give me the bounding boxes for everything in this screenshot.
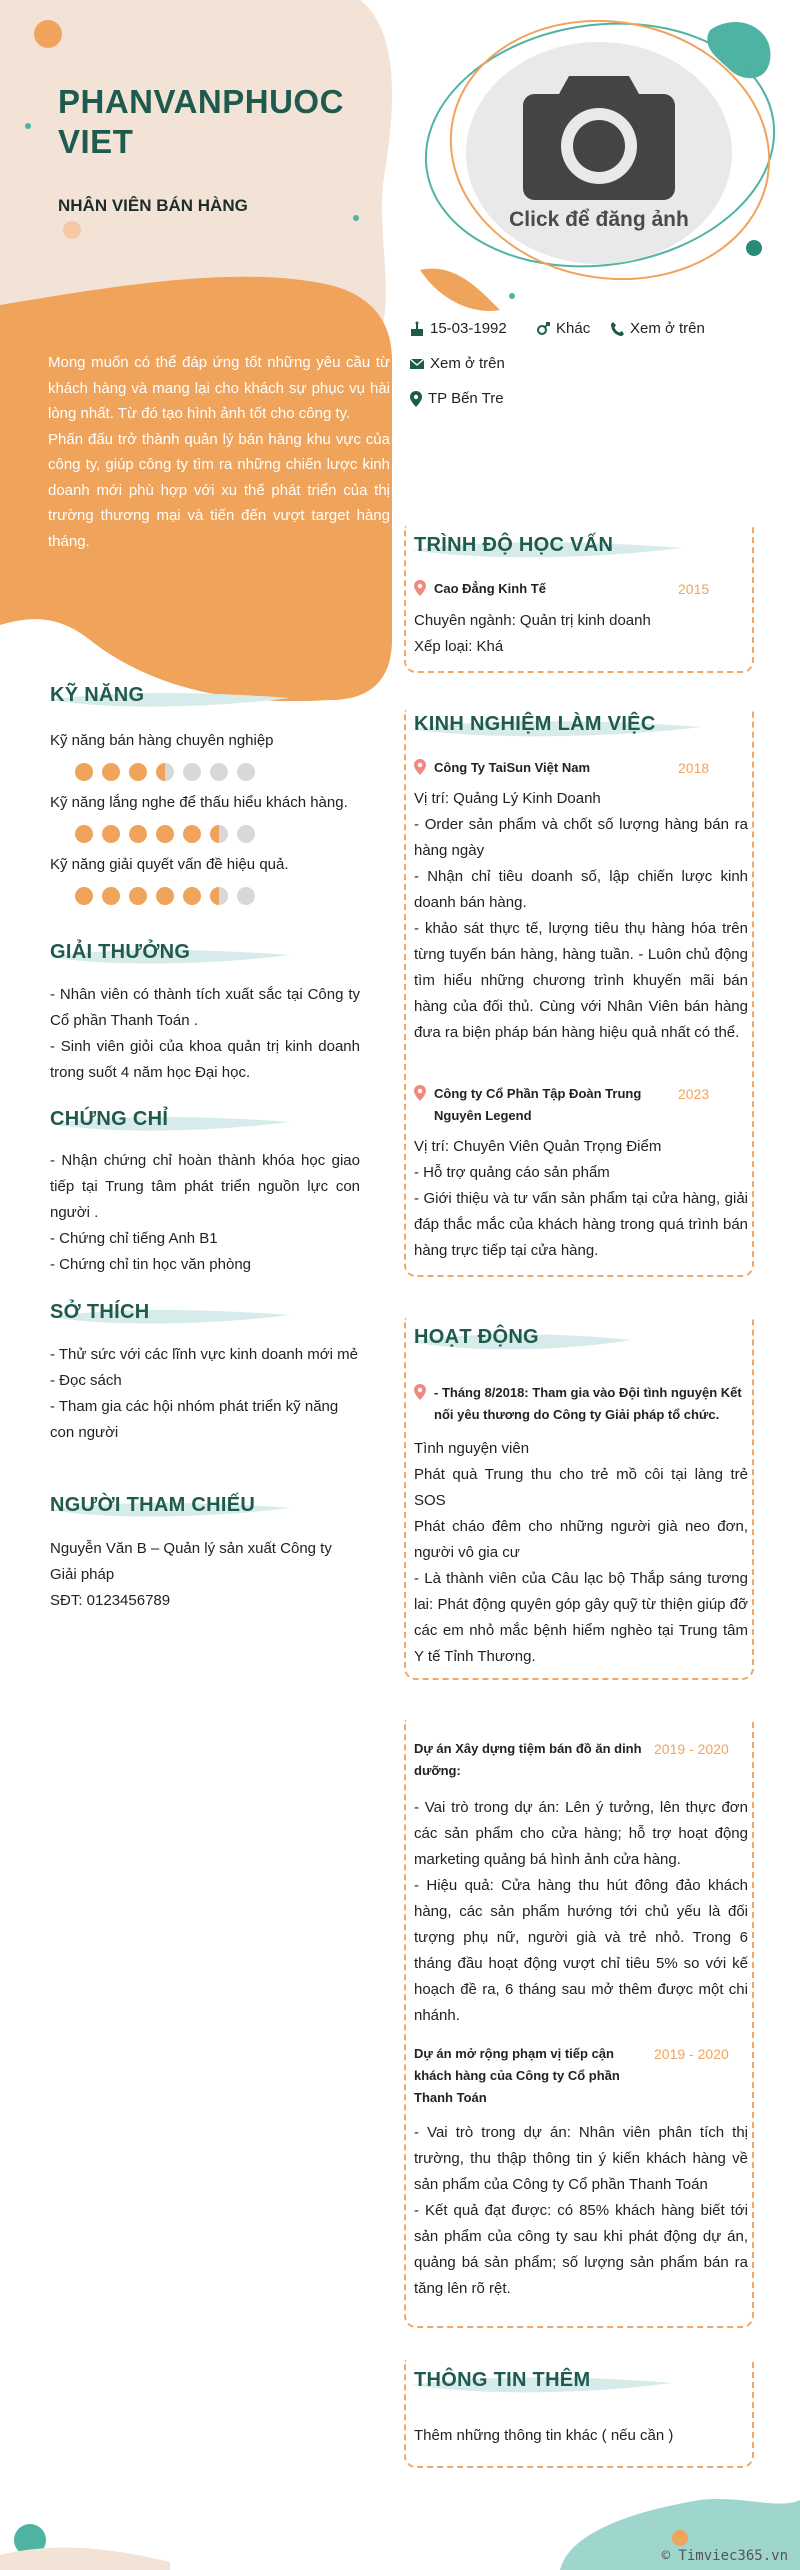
rating-dot (183, 763, 201, 781)
rating-dot (129, 763, 147, 781)
phone-value: Xem ở trên (630, 320, 705, 337)
camera-icon (523, 68, 675, 200)
education-line: Xếp loại: Khá (414, 638, 504, 655)
education-year: 2015 (678, 581, 710, 597)
education-school (414, 578, 664, 600)
project-line: - Hiệu quả: Cửa hàng thu hút đông đảo khách hàng, các sản phẩm hướng tới chủ yếu là đối tượng phụ nữ, người già và trẻ nhỏ. Trong 6 tháng đầu hoạt động vượt chỉ tiêu 5% so với kế hoạch đề ra, 6 tháng sau mở thêm được một chi nhánh. (414, 1877, 748, 2024)
location-pin-icon (414, 759, 426, 775)
awards-content (50, 982, 360, 1086)
education-line: Chuyên ngành: Quản trị kinh doanh (414, 612, 651, 629)
rating-dot (156, 763, 174, 781)
rating-dot (210, 763, 228, 781)
extra-info-title: THÔNG TIN THÊM (414, 2369, 591, 2391)
address-value: TP Bến Tre (428, 390, 504, 407)
phone-icon (610, 321, 624, 337)
education-details (414, 608, 744, 660)
certificates-content (50, 1148, 360, 1278)
project-details (414, 2120, 748, 2302)
rating-dot (237, 887, 255, 905)
avatar-caption: Click để đăng ảnh (509, 208, 689, 231)
skill-rating (75, 887, 255, 905)
project-name: Dự án Xây dựng tiệm bán đồ ăn dinh dưỡng: (414, 1741, 642, 1778)
hobbies-content (50, 1342, 360, 1446)
email-icon (410, 358, 424, 370)
certificate-line: - Chứng chỉ tiếng Anh B1 (50, 1230, 218, 1247)
project-time: 2019 - 2020 (654, 2046, 729, 2062)
activities-title: HOẠT ĐỘNG (414, 1326, 539, 1348)
address (410, 390, 504, 407)
rating-dot (75, 763, 93, 781)
rating-dot (102, 825, 120, 843)
experience-details (414, 786, 748, 1046)
rating-dot (156, 887, 174, 905)
footer-brand: © Timviec365.vn (661, 2548, 788, 2564)
gender (536, 320, 590, 337)
project-line: - Vai trò trong dự án: Lên ý tưởng, lên thực đơn các sản phẩm cho cửa hàng; hỗ trợ hoạt động marketing quảng bá hình ảnh cửa hàng. (414, 1799, 748, 1868)
activity-details (414, 1436, 748, 1670)
rating-dot (75, 825, 93, 843)
experience-line: - Order sản phẩm và chốt số lượng hàng bán ra hàng ngày (414, 816, 748, 859)
awards-title: GIẢI THƯỞNG (50, 941, 191, 963)
experience-time: 2018 (678, 760, 710, 776)
rating-dot (156, 825, 174, 843)
experience-line: Vị trí: Quảng Lý Kinh Doanh (414, 790, 601, 807)
rating-dot (237, 763, 255, 781)
rating-dot (210, 887, 228, 905)
avatar-upload[interactable] (466, 42, 732, 264)
award-line: - Nhân viên có thành tích xuất sắc tại Công ty Cổ phần Thanh Toán . (50, 986, 360, 1029)
activity-line: Tình nguyện viên (414, 1440, 530, 1457)
experience-line: Vị trí: Chuyên Viên Quản Trọng Điểm (414, 1138, 662, 1155)
skill-rating (75, 825, 255, 843)
rating-dot (183, 887, 201, 905)
skill-rating (75, 763, 255, 781)
candidate-name: PHANVANPHUOC VIET (58, 83, 344, 160)
certificate-line: - Chứng chỉ tin học văn phòng (50, 1256, 251, 1273)
project-time: 2019 - 2020 (654, 1741, 729, 1757)
activity-title: - Tháng 8/2018: Tham gia vào Đội tình nguyện Kết nối yêu thương do Công ty Giải pháp tổ chức. (434, 1385, 742, 1422)
project-name: Dự án mở rộng phạm vị tiếp cận khách hàng của Công ty Cổ phần Thanh Toán (414, 2046, 620, 2105)
experience-details (414, 1134, 748, 1264)
experience-company (414, 757, 664, 779)
location-pin-icon (414, 580, 426, 596)
award-line: - Sinh viên giỏi của khoa quản trị kinh doanh trong suốt 4 năm học Đại học. (50, 1038, 360, 1081)
education-title: TRÌNH ĐỘ HỌC VẤN (414, 534, 614, 556)
experience-line: - Giới thiệu và tư vấn sản phẩm tại cửa hàng, giải đáp thắc mắc của khách hàng trong quá trình bán hàng trực tiếp tại cửa hàng. (414, 1190, 748, 1259)
gender-value: Khác (556, 320, 591, 337)
company-name: Công ty Cổ Phần Tập Đoàn Trung Nguyên Legend (434, 1086, 642, 1123)
experience-line: - Hỗ trợ quảng cáo sản phẩm (414, 1164, 610, 1181)
career-objective (48, 350, 390, 554)
rating-dot (129, 825, 147, 843)
project-line: - Kết quả đạt được: có 85% khách hàng biết tới sản phẩm của công ty sau khi phát động dự án, quảng bá sản phẩm; số lượng sản phẩm bán ra tăng lên rõ rệt. (414, 2202, 748, 2297)
rating-dot (102, 763, 120, 781)
location-pin-icon (414, 1085, 426, 1101)
activity-line: - Là thành viên của Câu lạc bộ Thắp sáng tương lai: Phát động quyên góp gây quỹ từ thiện giúp đỡ các em nhỏ mắc bệnh hiểm nghèo tại Trung tâm Y tế Tỉnh Thương. (414, 1570, 748, 1665)
job-position: NHÂN VIÊN BÁN HÀNG (58, 196, 248, 215)
references-content (50, 1536, 360, 1614)
experience-company (414, 1083, 654, 1127)
certificates-title: CHỨNG CHỈ (50, 1108, 169, 1130)
email-value: Xem ở trên (430, 355, 505, 372)
reference-line: SĐT: 0123456789 (50, 1592, 171, 1609)
rating-dot (237, 825, 255, 843)
objective-paragraph: Mong muốn có thể đáp ứng tốt những yêu cầu từ khách hàng và mang lại cho khách sự phục vụ hài lòng nhất. Từ đó tạo hình ảnh tốt cho công ty. (48, 354, 390, 422)
extra-info-text: Thêm những thông tin khác ( nếu cần ) (414, 2427, 674, 2444)
hobby-line: - Thử sức với các lĩnh vực kinh doanh mới mẻ (50, 1346, 358, 1363)
location-pin-icon (414, 1384, 426, 1400)
birthday-value: 15-03-1992 (430, 320, 507, 337)
rating-dot (183, 825, 201, 843)
rating-dot (129, 887, 147, 905)
email (410, 355, 505, 372)
company-name: Công Ty TaiSun Việt Nam (434, 760, 591, 775)
reference-line: Nguyễn Văn B – Quản lý sản xuất Công ty Giải pháp (50, 1540, 332, 1583)
experience-title: KINH NGHIỆM LÀM VIỆC (414, 713, 656, 735)
experience-line: - khảo sát thực tế, lượng tiêu thụ hàng hóa trên từng tuyến bán hàng, hàng tuần. - Luôn chủ động tìm hiểu những chương trình khuyến mãi bán hàng của đối thủ. Cùng với Nhân Viên bán hàng đưa ra biện pháp bán hàng hiệu quả nhất có thể. (414, 920, 748, 1041)
cake-icon (410, 321, 424, 337)
skill-label: Kỹ năng bán hàng chuyên nghiệp (50, 732, 274, 749)
rating-dot (210, 825, 228, 843)
activity-heading (414, 1382, 754, 1426)
experience-time: 2023 (678, 1086, 710, 1102)
hobby-line: - Đọc sách (50, 1372, 122, 1389)
skill-label: Kỹ năng giải quyết vấn đề hiệu quả. (50, 856, 289, 873)
references-title: NGƯỜI THAM CHIẾU (50, 1494, 256, 1516)
experience-line: - Nhận chỉ tiêu doanh số, lập chiến lược kinh doanh bán hàng. (414, 868, 748, 911)
birthday (410, 320, 507, 337)
certificate-line: - Nhận chứng chỉ hoàn thành khóa học giao tiếp tại Trung tâm phát triển nguồn lực con người . (50, 1152, 360, 1221)
project-line: - Vai trò trong dự án: Nhân viên phân tích thị trường, thu thập thông tin ý kiến khách hàng về sản phẩm của Công ty Cổ phần Thanh Toán (414, 2124, 748, 2193)
objective-paragraph: Phấn đấu trở thành quản lý bán hàng khu vực của công ty, giúp công ty tìm ra những chiến lược kinh doanh mới phù hợp với xu thế phát triển của thị trường thương mại và tiến đến vượt target hàng tháng. (48, 430, 390, 550)
location-icon (410, 391, 422, 407)
rating-dot (102, 887, 120, 905)
activity-line: Phát quà Trung thu cho trẻ mồ côi tại làng trẻ SOS (414, 1466, 748, 1509)
hobbies-title: SỞ THÍCH (50, 1301, 150, 1323)
school-name: Cao Đẳng Kinh Tế (434, 581, 546, 596)
skills-title: KỸ NĂNG (50, 684, 145, 706)
activity-line: Phát cháo đêm cho những người già neo đơn, người vô gia cư (414, 1518, 748, 1561)
hobby-line: - Tham gia các hội nhóm phát triển kỹ năng con người (50, 1398, 339, 1441)
project-details (414, 1795, 748, 2029)
rating-dot (75, 887, 93, 905)
gender-icon (536, 321, 550, 337)
phone (610, 320, 705, 337)
skill-label: Kỹ năng lắng nghe để thấu hiểu khách hàng. (50, 794, 348, 811)
